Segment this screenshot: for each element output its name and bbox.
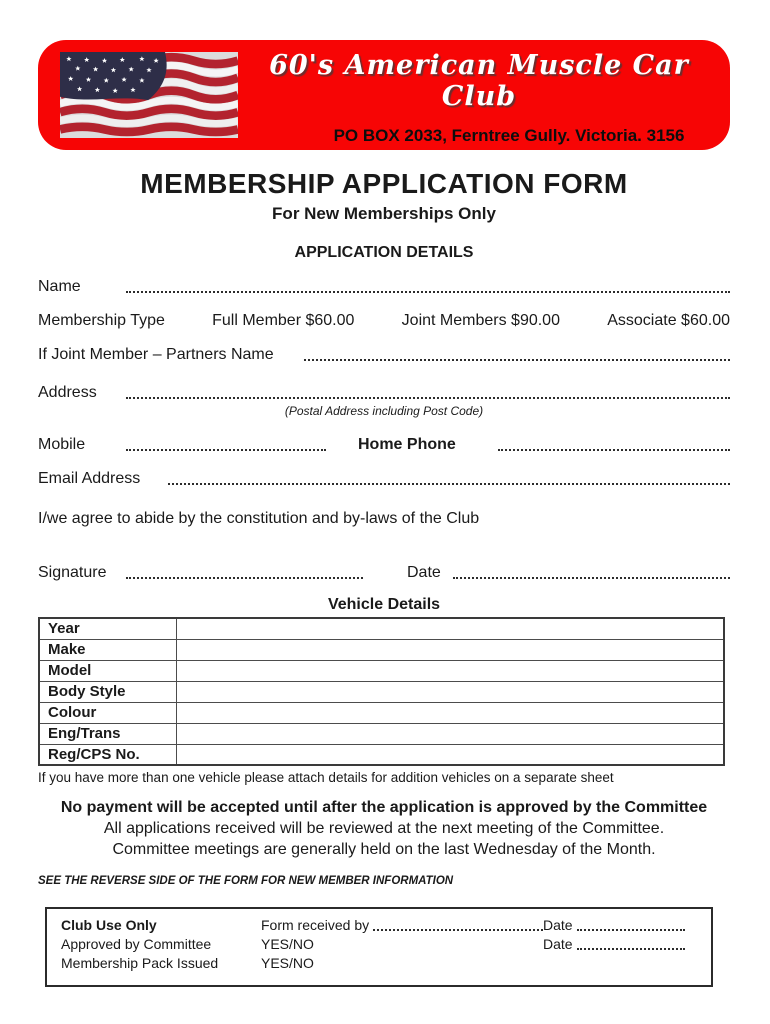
vehicle-bodystyle-cell[interactable] xyxy=(176,681,724,702)
address-label: Address xyxy=(38,384,97,401)
form-received-fill-line[interactable] xyxy=(373,920,543,931)
date-label: Date xyxy=(407,564,441,581)
membership-type-label: Membership Type xyxy=(38,312,165,329)
pack-issued-label: Membership Pack Issued xyxy=(61,955,219,971)
reverse-side-note: SEE THE REVERSE SIDE OF THE FORM FOR NEW MEMBER INFORMATION xyxy=(38,875,454,887)
membership-option-associate[interactable]: Associate $60.00 xyxy=(607,312,730,329)
banner-text xyxy=(238,44,712,146)
application-details-heading: APPLICATION DETAILS xyxy=(294,244,474,261)
vehicle-engtrans-cell[interactable] xyxy=(176,723,724,744)
approved-date-row xyxy=(543,936,697,952)
email-fill-line[interactable] xyxy=(168,472,730,485)
signature-fill-line[interactable] xyxy=(126,566,363,579)
partner-name-fill-line[interactable] xyxy=(304,348,730,361)
club-po-box-address: PO BOX 2033, Ferntree Gully. Victoria. 3156 xyxy=(333,126,685,145)
home-phone-label: Home Phone xyxy=(358,436,456,453)
email-row xyxy=(38,470,730,488)
address-row xyxy=(38,384,730,402)
form-received-label: Form received by xyxy=(261,917,370,933)
address-note: (Postal Address including Post Code) xyxy=(284,404,484,418)
name-label: Name xyxy=(38,278,81,295)
vehicle-make-label: Make xyxy=(39,639,176,660)
signature-row xyxy=(38,564,730,582)
vehicle-colour-cell[interactable] xyxy=(176,702,724,723)
vehicle-year-cell[interactable] xyxy=(176,618,724,639)
club-name: 60's American Muscle Car Club xyxy=(269,50,689,112)
meetings-notice: Committee meetings are generally held on the last Wednesday of the Month. xyxy=(112,841,656,858)
pack-issued-yes-no[interactable]: YES/NO xyxy=(261,955,314,971)
email-label: Email Address xyxy=(38,470,141,487)
date-fill-line[interactable] xyxy=(453,566,730,579)
approved-yes-no[interactable]: YES/NO xyxy=(261,936,314,952)
phone-row xyxy=(38,436,730,454)
membership-type-row xyxy=(38,312,730,330)
review-notice: All applications received will be reviewed at the next meeting of the Committee. xyxy=(103,820,665,837)
vehicle-engtrans-label: Eng/Trans xyxy=(39,723,176,744)
address-fill-line[interactable] xyxy=(126,386,730,399)
membership-option-full[interactable]: Full Member $60.00 xyxy=(212,312,355,329)
received-date-row xyxy=(543,917,697,933)
approved-label: Approved by Committee xyxy=(61,936,212,952)
club-header-banner xyxy=(38,40,730,150)
vehicle-colour-label: Colour xyxy=(39,702,176,723)
approved-date-label: Date xyxy=(543,936,573,952)
page-subtitle: For New Memberships Only xyxy=(272,204,496,223)
vehicle-details-heading: Vehicle Details xyxy=(327,596,441,613)
vehicle-details-table xyxy=(38,617,725,766)
received-date-label: Date xyxy=(543,917,573,933)
name-row xyxy=(38,278,730,296)
payment-notice: No payment will be accepted until after the application is approved by the Committee xyxy=(60,799,708,816)
mobile-fill-line[interactable] xyxy=(126,438,326,451)
us-flag-icon xyxy=(60,52,238,138)
table-row xyxy=(39,681,724,702)
vehicle-year-label: Year xyxy=(39,618,176,639)
vehicle-model-label: Model xyxy=(39,660,176,681)
approved-date-fill-line[interactable] xyxy=(577,939,685,950)
form-received-row xyxy=(261,917,543,933)
table-row xyxy=(39,702,724,723)
signature-label: Signature xyxy=(38,564,107,581)
club-use-title: Club Use Only xyxy=(61,917,157,933)
club-use-only-box xyxy=(45,907,713,987)
vehicle-model-cell[interactable] xyxy=(176,660,724,681)
home-phone-fill-line[interactable] xyxy=(498,438,730,451)
partner-name-label: If Joint Member – Partners Name xyxy=(38,346,274,363)
vehicle-regcps-label: Reg/CPS No. xyxy=(39,744,176,765)
page-title: MEMBERSHIP APPLICATION FORM xyxy=(140,168,628,199)
table-row xyxy=(39,660,724,681)
agreement-statement: I/we agree to abide by the constitution and by-laws of the Club xyxy=(38,510,480,527)
table-row xyxy=(39,639,724,660)
membership-option-joint[interactable]: Joint Members $90.00 xyxy=(401,312,560,329)
vehicle-bodystyle-label: Body Style xyxy=(39,681,176,702)
extra-vehicle-note: If you have more than one vehicle please attach details for addition vehicles on a separate sheet xyxy=(38,770,614,785)
name-fill-line[interactable] xyxy=(126,280,730,293)
table-row xyxy=(39,618,724,639)
table-row xyxy=(39,723,724,744)
vehicle-make-cell[interactable] xyxy=(176,639,724,660)
received-date-fill-line[interactable] xyxy=(577,920,685,931)
partner-name-row xyxy=(38,346,730,364)
mobile-label: Mobile xyxy=(38,436,86,453)
table-row xyxy=(39,744,724,765)
vehicle-regcps-cell[interactable] xyxy=(176,744,724,765)
